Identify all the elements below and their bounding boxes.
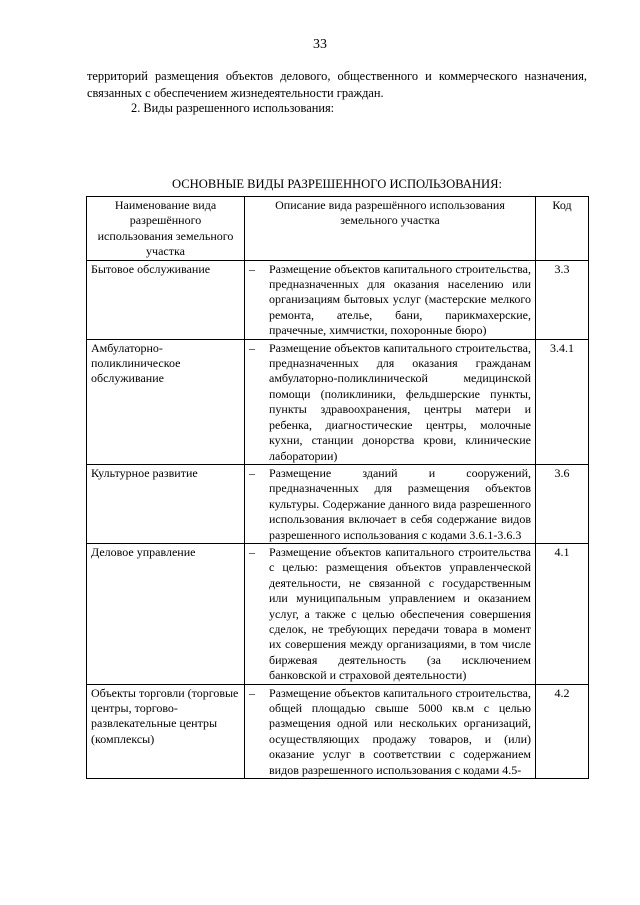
dash: –	[249, 544, 255, 559]
row-description	[245, 684, 536, 778]
dash: –	[249, 685, 255, 700]
row-description-text: Размещение объектов капитального строительства с целью: размещения объектов управленческой деятельности, не связанной с государственным или муниципальным управлением и оказанием услуг, а также с целью обеспечения совершения сделок, не требующих передачи товара в момент их совершения между организациями, в том числе биржевая деятельность (за исключением банковской и страховой деятельности)	[269, 544, 531, 683]
row-name: Объекты торговли (торговые центры, торгово-развлекательные центры (комплексы)	[87, 684, 245, 778]
row-description-text: Размещение объектов капитального строительства, предназначенных для оказания населению или организациям бытовых услуг (мастерские мелкого ремонта, ателье, бани, парикмахерские, прачечные, химчистки, похоронные бюро)	[269, 261, 531, 338]
page-number: 33	[313, 37, 327, 52]
intro-paragraph: территорий размещения объектов делового, общественного и коммерческого назначения, связанных с обеспечением жизнедеятельности граждан.	[87, 69, 587, 100]
row-code: 3.6	[536, 464, 589, 543]
dash: –	[249, 465, 255, 480]
row-description-text: Размещение объектов капитального строительства, предназначенных для оказания гражданам амбулаторно-поликлинической медицинской помощи (поликлиники, фельдшерские пункты, пункты здравоохранения, центры матери и ребенка, диагностические центры, молочные кухни, станции донорства крови, клинические лаборатории)	[269, 340, 531, 463]
row-name: Деловое управление	[87, 543, 245, 684]
row-code: 3.3	[536, 260, 589, 339]
table-row	[87, 464, 589, 543]
header-code: Код	[536, 197, 589, 261]
table-title: ОСНОВНЫЕ ВИДЫ РАЗРЕШЕННОГО ИСПОЛЬЗОВАНИЯ:	[172, 177, 502, 191]
row-description	[245, 464, 536, 543]
land-use-table	[86, 196, 589, 779]
header-description: Описание вида разрешённого использования земельного участка	[245, 197, 536, 261]
row-description	[245, 543, 536, 684]
table-row	[87, 260, 589, 339]
row-code: 4.2	[536, 684, 589, 778]
row-description	[245, 339, 536, 464]
header-name: Наименование вида разрешённого использования земельного участка	[87, 197, 245, 261]
dash: –	[249, 261, 255, 276]
row-description-text: Размещение зданий и сооружений, предназначенных для размещения объектов культуры. Содержание данного вида разрешенного использования включает в себя содержание видов разрешенного использования с кодами 3.6.1-3.6.3	[269, 465, 531, 542]
table-row	[87, 684, 589, 778]
row-code: 4.1	[536, 543, 589, 684]
row-name: Бытовое обслуживание	[87, 260, 245, 339]
row-name: Амбулаторно-поликлиническое обслуживание	[87, 339, 245, 464]
dash: –	[249, 340, 255, 355]
row-code: 3.4.1	[536, 339, 589, 464]
list-item-heading: 2. Виды разрешенного использования:	[131, 101, 335, 115]
row-description-text: Размещение объектов капитального строительства, общей площадью свыше 5000 кв.м с целью размещения одной или нескольких организаций, осуществляющих продажу товаров, и (или) оказание услуг в соответствии с содержанием видов разрешенного использования с кодами 4.5-	[269, 685, 531, 777]
table-row	[87, 543, 589, 684]
table-row	[87, 339, 589, 464]
row-name: Культурное развитие	[87, 464, 245, 543]
row-description	[245, 260, 536, 339]
table-header-row	[87, 197, 589, 261]
